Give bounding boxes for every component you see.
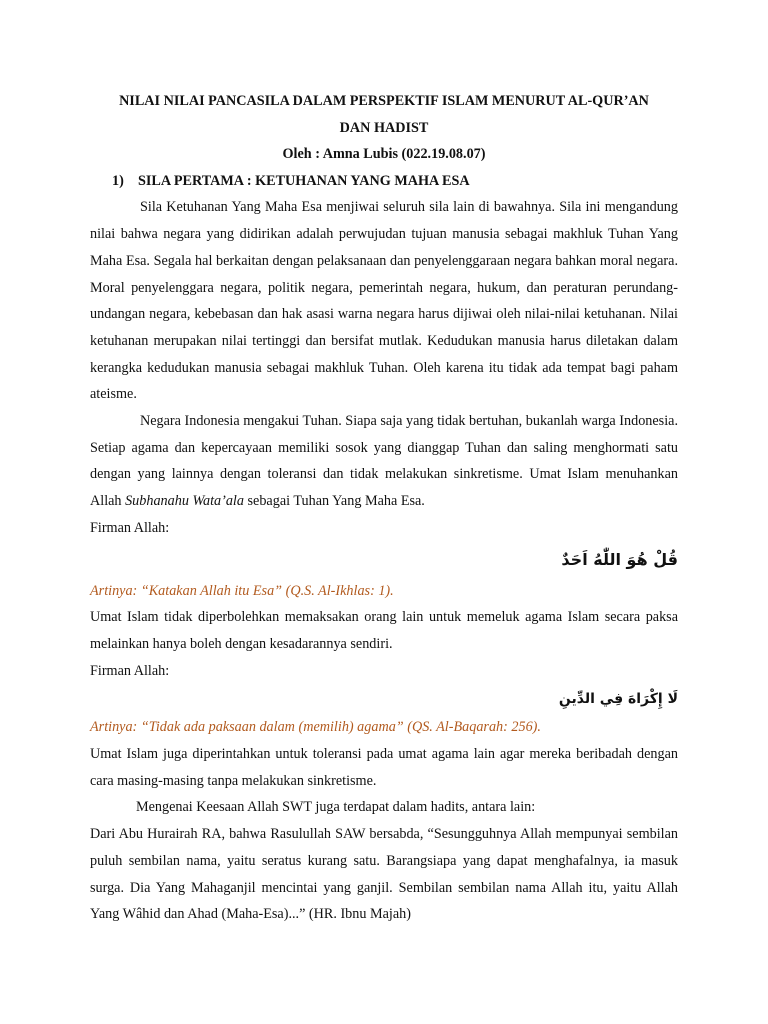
title-line-2: DAN HADIST (339, 119, 429, 136)
paragraph-3: Umat Islam tidak diperbolehkan memaksakan orang lain untuk memeluk agama Islam secara paksa melainkan hanya boleh dengan kesadarannya sendiri. (90, 609, 678, 652)
document-title (90, 88, 678, 141)
paragraph-2-start: Negara Indonesia mengakui Tuhan. Siapa saja yang tidak bertuhan, bukanlah warga Indonesia. Setiap agama dan kepercayaan memiliki sosok yang dianggap Tuhan dan saling menghormati satu dengan yang lainnya dengan toleransi dan tidak melakukan sinkretisme. Umat Islam menuhankan Allah (90, 413, 678, 510)
author-line: Oleh : Amna Lubis (022.19.08.07) (282, 146, 486, 162)
paragraph-5: Mengenai Keesaan Allah SWT juga terdapat dalam hadits, antara lain: (136, 799, 536, 816)
arabic-verse-1: قُلْ هُوَ اللّٰهُ اَحَدٌ (561, 549, 678, 569)
section-heading-1 (90, 168, 678, 195)
firman-label-2: Firman Allah: (90, 662, 170, 679)
paragraph-2 (90, 408, 678, 515)
translation-1: Artinya: “Katakan Allah itu Esa” (Q.S. Al-Ikhlas: 1). (90, 582, 394, 599)
paragraph-1: Sila Ketuhanan Yang Maha Esa menjiwai seluruh sila lain di bawahnya. Sila ini mengandung nilai bahwa negara yang didirikan adalah perwujudan tujuan manusia sebagai makhluk Tuhan Yang Maha Esa. Segala hal berkaitan dengan pelaksanaan dan penyelenggaraan negara bahkan moral negara. Moral penyelenggara negara, politik negara, pemerintah negara, hukum, dan peraturan perundang-undangan negara, kebebasan dan hak asasi warna negara harus dijiwai oleh nilai-nilai ketuhanan. Nilai ketuhanan merupakan nilai tertinggi dan bersifat mutlak. Kedudukan manusia harus diletakan dalam kerangka kedudukan manusia sebagai makhluk Tuhan. Oleh karena itu tidak ada tempat bagi paham ateisme. (90, 199, 678, 403)
paragraph-2-italic: Subhanahu Wata’ala (125, 493, 244, 510)
title-line-1: NILAI NILAI PANCASILA DALAM PERSPEKTIF ISLAM MENURUT AL-QUR’AN (119, 93, 649, 109)
arabic-verse-2: لَا إِكْرَاهَ فِي الدِّينِ (558, 691, 678, 708)
section-number: 1) (112, 172, 124, 189)
firman-label-1: Firman Allah: (90, 519, 170, 536)
translation-2: Artinya: “Tidak ada paksaan dalam (memilih) agama” (QS. Al-Baqarah: 256). (90, 719, 541, 736)
paragraph-4: Umat Islam juga diperintahkan untuk toleransi pada umat agama lain agar mereka beribadah dengan cara masing-masing tanpa melakukan sinkretisme. (90, 746, 678, 789)
section-title: SILA PERTAMA : KETUHANAN YANG MAHA ESA (138, 172, 470, 189)
paragraph-2-end: sebagai Tuhan Yang Maha Esa. (243, 493, 425, 510)
paragraph-6: Dari Abu Hurairah RA, bahwa Rasulullah SAW bersabda, “Sesungguhnya Allah mempunyai sembilan puluh sembilan nama, yaitu seratus kurang satu. Barangsiapa yang dapat menghafalnya, ia masuk surga. Dia Yang Mahaganjil mencintai yang ganjil. Sembilan sembilan nama Allah itu, yaitu Allah Yang Wâhid dan Ahad (Maha-Esa)...” (HR. Ibnu Majah) (90, 826, 678, 923)
document-page (90, 88, 678, 928)
